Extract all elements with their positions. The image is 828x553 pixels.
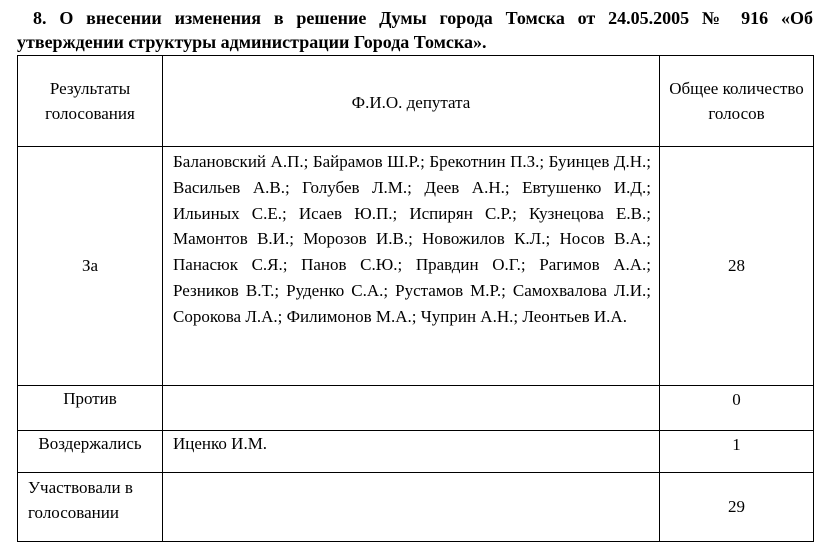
result-label-against: Против bbox=[18, 386, 163, 431]
deputies-against bbox=[163, 386, 660, 431]
heading-line-1: 8. О внесении изменения в решение Думы города Томска от 24.05.2005 № 916 «Об bbox=[33, 8, 813, 28]
deputies-abstained: Иценко И.М. bbox=[163, 431, 660, 473]
votes-count-for: 28 bbox=[660, 147, 814, 386]
votes-count-participated: 29 bbox=[660, 473, 814, 542]
agenda-item-heading bbox=[17, 6, 813, 54]
table-row-participated bbox=[18, 473, 814, 542]
table-row-for bbox=[18, 147, 814, 386]
table-row-against bbox=[18, 386, 814, 431]
deputies-participated bbox=[163, 473, 660, 542]
votes-count-abstained: 1 bbox=[660, 431, 814, 473]
result-label-participated: Участвовали в голосовании bbox=[18, 473, 163, 542]
table-header-row bbox=[18, 56, 814, 147]
header-results: Результаты голосования bbox=[18, 56, 163, 147]
header-total-votes: Общее количество голосов bbox=[660, 56, 814, 147]
result-label-abstained: Воздержались bbox=[18, 431, 163, 473]
votes-count-against: 0 bbox=[660, 386, 814, 431]
voting-results-table bbox=[17, 55, 814, 542]
table-row-abstained bbox=[18, 431, 814, 473]
heading-line-2: утверждении структуры администрации Города Томска». bbox=[17, 32, 487, 52]
result-label-for: За bbox=[18, 147, 163, 386]
header-deputy-name: Ф.И.О. депутата bbox=[163, 56, 660, 147]
deputies-for: Балановский А.П.; Байрамов Ш.Р.; Брекотнин П.З.; Буинцев Д.Н.; Васильев А.В.; Голубев Л.М.; Деев А.Н.; Евтушенко И.Д.; Ильиных С.Е.; Исаев Ю.П.; Испирян С.Р.; Кузнецова Е.В.; Мамонтов В.И.; Морозов И.В.; Новожилов К.Л.; Носов В.А.; Панасюк С.Я.; Панов С.Ю.; Правдин О.Г.; Рагимов А.А.; Резников В.Т.; Руденко С.А.; Рустамов М.Р.; Самохвалова Л.И.; Сорокова Л.А.; Филимонов М.А.; Чуприн А.Н.; Леонтьев И.А. bbox=[163, 147, 660, 386]
